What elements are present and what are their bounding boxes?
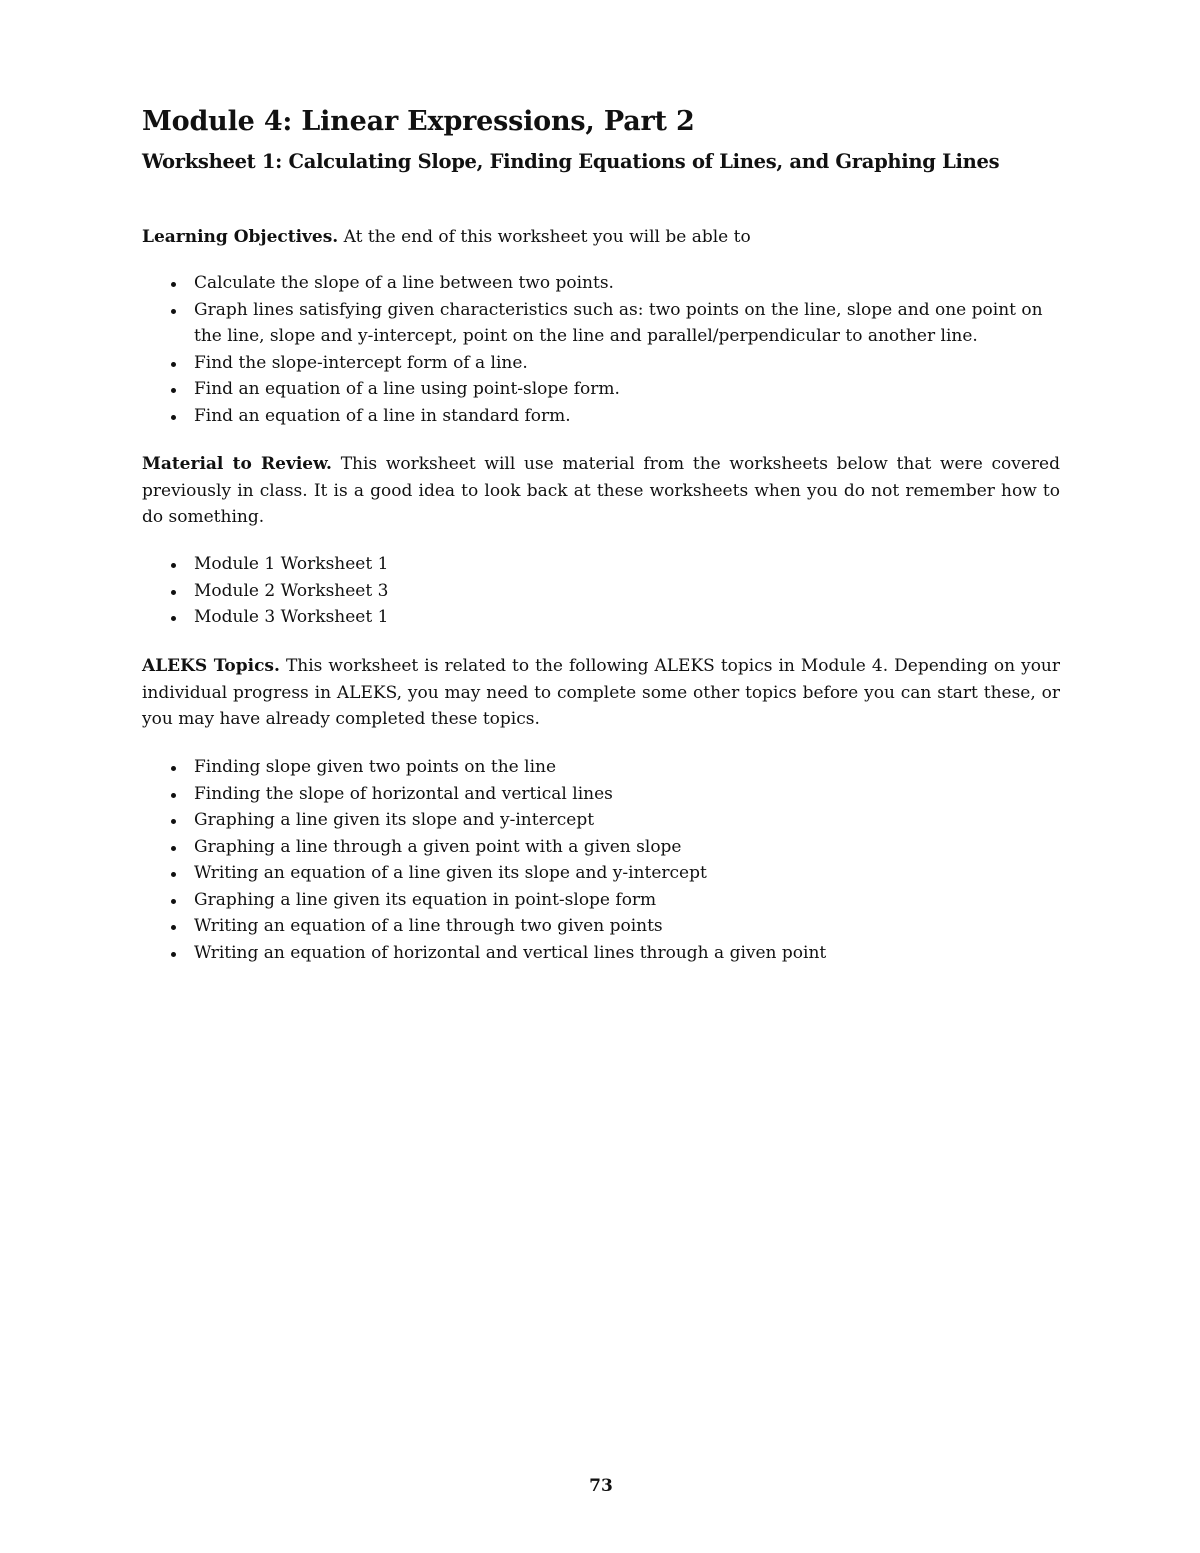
list-item xyxy=(142,940,1060,967)
aleks-topics-heading: ALEKS Topics. xyxy=(142,656,280,676)
list-item-text: Find an equation of a line in standard form. xyxy=(194,405,571,426)
list-item-text: Module 3 Worksheet 1 xyxy=(194,607,389,627)
list-item xyxy=(142,860,1060,887)
list-item xyxy=(142,834,1060,861)
bullet-icon xyxy=(171,309,176,314)
bullet-icon xyxy=(171,388,176,393)
aleks-topics-paragraph xyxy=(142,653,1060,733)
list-item-text: Writing an equation of horizontal and vertical lines through a given point xyxy=(194,942,827,963)
page-number: 73 xyxy=(589,1476,613,1496)
list-item xyxy=(142,807,1060,834)
bullet-icon xyxy=(171,362,176,367)
aleks-topics-intro: This worksheet is related to the following ALEKS topics in Module 4. Depending on your individual progress in ALEKS, you may need to complete some other topics before you can start these, or you may have already completed these topics. xyxy=(142,656,1061,729)
list-item-text: Find the slope-intercept form of a line. xyxy=(194,352,528,373)
bullet-icon xyxy=(171,766,176,771)
list-item xyxy=(142,551,1060,578)
learning-objectives-paragraph xyxy=(142,224,1060,251)
bullet-icon xyxy=(171,616,176,621)
bullet-icon xyxy=(171,590,176,595)
material-to-review-intro: This worksheet will use material from the worksheets below that were covered previously in class. It is a good idea to look back at these worksheets when you do not remember how to do something. xyxy=(142,454,1061,527)
aleks-topics-list xyxy=(142,754,1060,966)
list-item xyxy=(142,913,1060,940)
material-to-review-heading: Material to Review. xyxy=(142,454,332,474)
material-to-review-list xyxy=(142,551,1060,631)
bullet-icon xyxy=(171,415,176,420)
list-item xyxy=(142,578,1060,605)
bullet-icon xyxy=(171,819,176,824)
list-item-text: Graphing a line given its slope and y-intercept xyxy=(194,810,595,830)
module-title: Module 4: Linear Expressions, Part 2 xyxy=(142,106,695,137)
list-item xyxy=(142,781,1060,808)
learning-objectives-heading: Learning Objectives. xyxy=(142,227,339,247)
bullet-icon xyxy=(171,899,176,904)
bullet-icon xyxy=(171,846,176,851)
bullet-icon xyxy=(171,282,176,287)
list-item-text: Finding the slope of horizontal and vertical lines xyxy=(194,783,613,804)
list-item xyxy=(142,754,1060,781)
worksheet-title: Worksheet 1: Calculating Slope, Finding Equations of Lines, and Graphing Lines xyxy=(142,150,1000,173)
list-item xyxy=(142,376,1060,403)
list-item xyxy=(142,350,1060,377)
list-item-text: Graph lines satisfying given characteristics such as: two points on the line, slope and one point on the line, slope and y-intercept, point on the line and parallel/perpendicular to another line. xyxy=(194,299,1043,346)
bullet-icon xyxy=(171,872,176,877)
list-item-text: Calculate the slope of a line between two points. xyxy=(194,273,614,293)
list-item-text: Writing an equation of a line given its slope and y-intercept xyxy=(194,863,707,883)
learning-objectives-list xyxy=(142,270,1060,429)
list-item xyxy=(142,604,1060,631)
list-item-text: Graphing a line through a given point with a given slope xyxy=(194,836,682,857)
list-item-text: Graphing a line given its equation in point-slope form xyxy=(194,889,657,910)
list-item-text: Writing an equation of a line through two given points xyxy=(194,916,663,936)
list-item xyxy=(142,887,1060,914)
list-item-text: Finding slope given two points on the line xyxy=(194,757,557,777)
learning-objectives-intro: At the end of this worksheet you will be able to xyxy=(343,227,751,247)
list-item xyxy=(142,403,1060,430)
list-item xyxy=(142,297,1060,350)
bullet-icon xyxy=(171,952,176,957)
list-item-text: Find an equation of a line using point-slope form. xyxy=(194,379,620,399)
list-item xyxy=(142,270,1060,297)
list-item-text: Module 2 Worksheet 3 xyxy=(194,580,389,601)
bullet-icon xyxy=(171,793,176,798)
list-item-text: Module 1 Worksheet 1 xyxy=(194,554,389,574)
bullet-icon xyxy=(171,925,176,930)
material-to-review-paragraph xyxy=(142,451,1060,531)
bullet-icon xyxy=(171,563,176,568)
